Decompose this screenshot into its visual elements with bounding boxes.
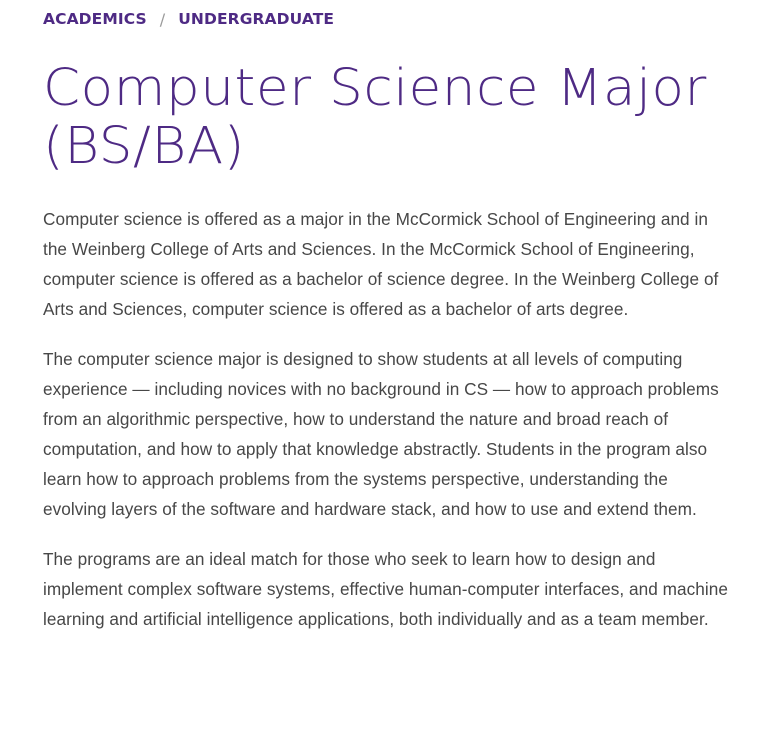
breadcrumb-link-undergraduate[interactable]: UNDERGRADUATE bbox=[178, 10, 335, 28]
page-title-line-1: Computer Science Major bbox=[43, 59, 707, 118]
page-title-line-2: (BS/BA) bbox=[43, 117, 246, 176]
breadcrumb-separator: / bbox=[159, 9, 166, 29]
major-description-paragraph: The computer science major is designed to show students at all levels of computing experience — including novices with no background in CS — how to approach problems from an algorithmic perspective, how to understand the nature and broad reach of computation, and how to apply that knowledge abstractly. Students in the program also learn how to approach problems from the systems perspective, understanding the evolving layers of the software and hardware stack, and how to use and extend them. bbox=[43, 349, 719, 519]
breadcrumb bbox=[43, 0, 743, 38]
page-title bbox=[43, 60, 750, 176]
body-text bbox=[43, 204, 733, 634]
intro-paragraph: Computer science is offered as a major in the McCormick School of Engineering and in the Weinberg College of Arts and Sciences. In the McCormick School of Engineering, computer science is offered as a bachelor of science degree. In the Weinberg College of Arts and Sciences, computer science is offered as a bachelor of arts degree. bbox=[43, 209, 719, 319]
breadcrumb-link-academics[interactable]: ACADEMICS bbox=[43, 10, 147, 28]
page-content bbox=[43, 0, 743, 654]
program-match-paragraph: The programs are an ideal match for those who seek to learn how to design and implement complex software systems, effective human-computer interfaces, and machine learning and artificial intelligence applications, both individually and as a team member. bbox=[43, 549, 728, 629]
